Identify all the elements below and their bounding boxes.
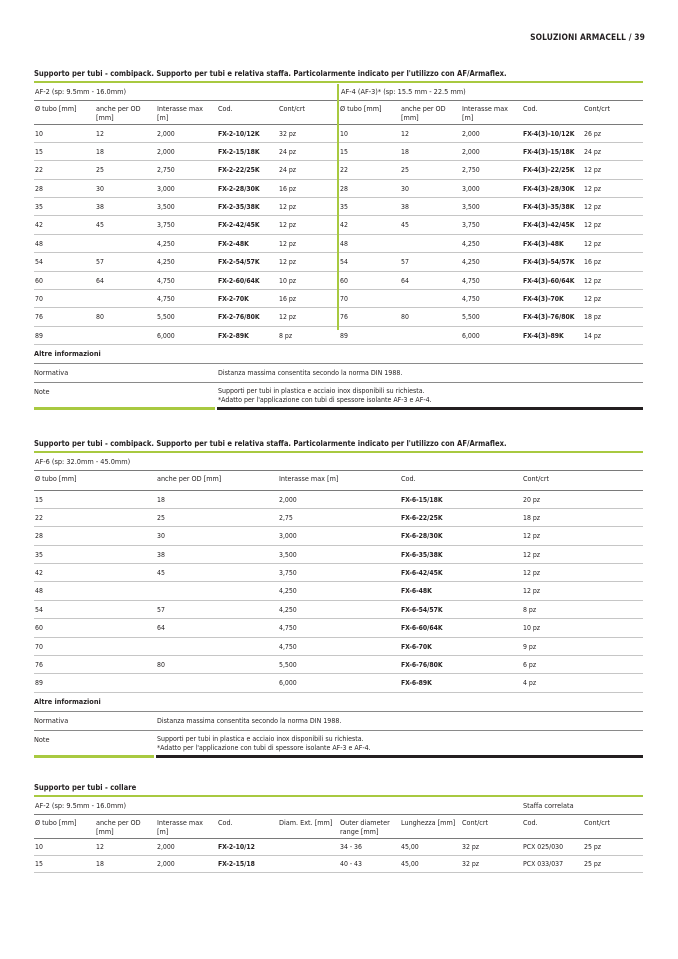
cell-cont: 24 pz (584, 147, 602, 156)
cell-interasse: 2,750 (157, 166, 175, 175)
cell-diameter: 15 (35, 495, 43, 504)
cell-code: FX-6-60/64K (401, 624, 443, 633)
cell-diameter: 54 (35, 605, 43, 614)
normativa-row (34, 363, 643, 382)
cell-code: FX-2-35/38K (218, 203, 260, 212)
cell-diameter: 54 (340, 258, 348, 267)
cell-diameter: 42 (35, 569, 43, 578)
cell-interasse: 6,000 (462, 331, 480, 340)
cell-code: FX-6-89K (401, 679, 432, 688)
cell-cont: 24 pz (279, 166, 297, 175)
note-label: Note (34, 734, 50, 744)
cell-diameter: 35 (35, 203, 43, 212)
cell-diameter: 60 (35, 276, 43, 285)
section-title: Supporto per tubi - combipack. Supporto per tubi e relativa staffa. Particolarmente indicato per l'utilizzo con AF/Armaflex. (34, 439, 507, 448)
subtitle-row (34, 83, 643, 100)
table-subtitle-staffa: Staffa correlata (523, 800, 574, 810)
header-od: anche per OD [mm] (401, 103, 446, 122)
cell-cont: 24 pz (279, 147, 297, 156)
cell-lunghezza: 32 pz (462, 859, 480, 868)
cell-diameter: 22 (35, 513, 43, 522)
cell-code: FX-2-89K (218, 331, 249, 340)
table-subtitle-af4: AF-4 (AF-3)* (sp: 15.5 mm - 22.5 mm) (341, 86, 466, 96)
note-row (34, 382, 643, 406)
cell-cont: 12 pz (584, 239, 602, 248)
cell-code: FX-4(3)-76/80K (523, 313, 575, 322)
cell-interasse: 2,75 (279, 513, 293, 522)
cell-interasse: 4,250 (462, 258, 480, 267)
normativa-label: Normativa (34, 368, 69, 378)
cell-code: FX-6-28/30K (401, 532, 443, 541)
cell-cont: 12 pz (584, 166, 602, 175)
normativa-text: Distanza massima consentita secondo la norma DIN 1988. (157, 716, 342, 725)
cell-diameter: 15 (35, 859, 43, 868)
header-diameter: Ø tubo [mm] (35, 103, 77, 113)
cell-od: 38 (157, 550, 165, 559)
header-diameter: Ø tubo [mm] (35, 817, 77, 827)
cell-cont: 12 pz (584, 203, 602, 212)
cell-interasse: 3,750 (462, 221, 480, 230)
cell-code: FX-4(3)-35/38K (523, 203, 575, 212)
cell-interasse: 2,000 (462, 129, 480, 138)
cell-diameter: 89 (35, 331, 43, 340)
subtitle-row (34, 453, 643, 470)
cell-cont: 10 pz (279, 276, 297, 285)
table-row (34, 619, 643, 637)
cell-code: FX-2-22/25K (218, 166, 260, 175)
table-row (34, 235, 643, 253)
cell-diameter: 10 (340, 129, 348, 138)
cell-od: 57 (401, 258, 409, 267)
cell-od: 64 (401, 276, 409, 285)
table-row (34, 216, 643, 234)
cell-diameter: 48 (35, 587, 43, 596)
cell-cont: 16 pz (279, 295, 297, 304)
table-row (34, 198, 643, 216)
cell-cont: 20 pz (523, 495, 541, 504)
cell-interasse: 2,750 (462, 166, 480, 175)
header-interasse: Interasse max [m] (279, 473, 339, 483)
cell-cont: 12 pz (523, 532, 541, 541)
cell-code: FX-6-70K (401, 642, 432, 651)
cell-diameter: 22 (340, 166, 348, 175)
cell-od: 38 (401, 203, 409, 212)
cell-cont: 12 pz (584, 276, 602, 285)
cell-od: 12 (96, 842, 104, 851)
cell-lunghezza: 32 pz (462, 842, 480, 851)
cell-od: 38 (96, 203, 104, 212)
cell-diameter: 76 (35, 313, 43, 322)
cell-cont: 14 pz (584, 331, 602, 340)
cell-cont: 12 pz (279, 313, 297, 322)
cell-od: 30 (401, 184, 409, 193)
cell-code: FX-6-76/80K (401, 661, 443, 670)
cell-interasse: 2,000 (157, 859, 175, 868)
header-code: Cod. (218, 103, 233, 113)
cell-cont: 32 pz (279, 129, 297, 138)
cell-code: FX-6-54/57K (401, 605, 443, 614)
header-interasse: Interasse max [m] (462, 103, 508, 122)
cell-cont: 10 pz (523, 624, 541, 633)
cell-cont: 12 pz (584, 295, 602, 304)
cell-code: FX-4(3)-42/45K (523, 221, 575, 230)
header-cont: Cont/crt (584, 103, 611, 113)
table-body (34, 125, 643, 346)
cell-diameter: 70 (35, 642, 43, 651)
cell-diameter: 15 (340, 147, 348, 156)
cell-od: 12 (401, 129, 409, 138)
cell-diameter: 89 (35, 679, 43, 688)
cell-cont: PCX 025/030 (523, 842, 564, 851)
cell-interasse: 4,750 (279, 642, 297, 651)
cell-cont: 16 pz (279, 184, 297, 193)
note-bar-accent (34, 755, 154, 758)
table-body (34, 839, 643, 873)
cell-interasse: 6,000 (157, 331, 175, 340)
cell-interasse: 4,250 (279, 587, 297, 596)
section-combipack-af2-af4 (34, 67, 643, 406)
normativa-label: Normativa (34, 715, 69, 725)
table-row (34, 308, 643, 326)
table-header (34, 471, 643, 491)
cell-od: 30 (96, 184, 104, 193)
cell-code: FX-6-22/25K (401, 513, 443, 522)
table-header (34, 101, 643, 125)
cell-od: 64 (96, 276, 104, 285)
cell-diameter: 42 (35, 221, 43, 230)
cell-code: FX-2-28/30K (218, 184, 260, 193)
cell-code: 25 pz (584, 842, 602, 851)
cell-interasse: 2,000 (462, 147, 480, 156)
cell-od-range: 45,00 (401, 842, 419, 851)
cell-cont: 12 pz (523, 569, 541, 578)
cell-interasse: 4,750 (157, 295, 175, 304)
table-row (34, 180, 643, 198)
cell-code: FX-2-48K (218, 239, 249, 248)
cell-cont: 16 pz (584, 258, 602, 267)
cell-interasse: 6,000 (279, 679, 297, 688)
header-cont: Diam. Ext. [mm] (279, 817, 333, 827)
cell-diameter: 15 (35, 147, 43, 156)
cell-cont: 12 pz (584, 221, 602, 230)
cell-cont: 12 pz (523, 550, 541, 559)
header-cont: Cod. (523, 817, 538, 827)
cell-code: FX-4(3)-22/25K (523, 166, 575, 175)
header-interasse: Interasse max [m] (157, 103, 203, 122)
cell-diameter: 28 (35, 184, 43, 193)
header-diameter: Ø tubo [mm] (340, 103, 382, 113)
table-row (34, 656, 643, 674)
cell-code: FX-2-10/12 (218, 842, 255, 851)
cell-od: 45 (96, 221, 104, 230)
cell-cont: 12 pz (279, 258, 297, 267)
section-title: Supporto per tubi - combipack. Supporto per tubi e relativa staffa. Particolarmente indicato per l'utilizzo con AF/Armaflex. (34, 69, 507, 78)
cell-interasse: 4,250 (279, 605, 297, 614)
cell-code: FX-2-76/80K (218, 313, 260, 322)
cell-od: 18 (401, 147, 409, 156)
cell-diameter: 28 (35, 532, 43, 541)
header-od: anche per OD [mm] (157, 473, 222, 483)
cell-code: FX-2-70K (218, 295, 249, 304)
cell-cont: 12 pz (584, 184, 602, 193)
cell-diameter: 76 (340, 313, 348, 322)
cell-od: 25 (96, 166, 104, 175)
note-bar-accent (34, 407, 215, 410)
note-bar (156, 755, 643, 758)
cell-diameter: 70 (35, 295, 43, 304)
table-row (34, 253, 643, 271)
table-row (34, 582, 643, 600)
cell-diameter: 35 (340, 203, 348, 212)
cell-od: 80 (157, 661, 165, 670)
cell-od: 25 (401, 166, 409, 175)
table-row (34, 564, 643, 582)
table-row (34, 272, 643, 290)
cell-cont: 12 pz (523, 587, 541, 596)
cell-interasse: 4,750 (279, 624, 297, 633)
table-row (34, 527, 643, 545)
cell-diameter: 10 (35, 842, 43, 851)
header-code: Cod. (401, 473, 416, 483)
header-diameter: Ø tubo [mm] (35, 473, 77, 483)
header-cont: Cont/crt (523, 473, 550, 483)
cell-interasse: 4,250 (157, 258, 175, 267)
cell-diameter: 48 (35, 239, 43, 248)
cell-code: FX-2-42/45K (218, 221, 260, 230)
table-row (34, 125, 643, 143)
table-row (34, 546, 643, 564)
table-row (34, 856, 643, 873)
cell-diameter: 76 (35, 661, 43, 670)
cell-cont: 6 pz (523, 661, 537, 670)
table-row (34, 327, 643, 345)
cell-cont: PCX 033/037 (523, 859, 564, 868)
table-row (34, 161, 643, 179)
header-od: anche per OD [mm] (96, 103, 141, 122)
cell-cont: 18 pz (523, 513, 541, 522)
note-bar (217, 407, 643, 410)
cell-diameter: 10 (35, 129, 43, 138)
cell-code: FX-6-15/18K (401, 495, 443, 504)
table-subtitle-af2: AF-2 (sp: 9.5mm - 16.0mm) (35, 86, 127, 96)
cell-diameter: 48 (340, 239, 348, 248)
cell-interasse: 2,000 (157, 842, 175, 851)
section-collare (34, 781, 643, 873)
cell-cont: 12 pz (279, 221, 297, 230)
cell-interasse: 2,000 (157, 129, 175, 138)
cell-code: FX-6-42/45K (401, 569, 443, 578)
table-row (34, 638, 643, 656)
cell-diameter: 54 (35, 258, 43, 267)
header-diam-ext: Outer diameter range [mm] (340, 817, 390, 836)
cell-od: 25 (157, 513, 165, 522)
cell-interasse: 3,000 (279, 532, 297, 541)
cell-code: FX-6-48K (401, 587, 432, 596)
cell-code: FX-2-60/64K (218, 276, 260, 285)
cell-od: 57 (157, 605, 165, 614)
cell-interasse: 4,750 (462, 295, 480, 304)
table-row (34, 674, 643, 692)
cell-od: 12 (96, 129, 104, 138)
cell-code: FX-2-10/12K (218, 129, 260, 138)
table-row (34, 839, 643, 856)
cell-code: FX-4(3)-15/18K (523, 147, 575, 156)
cell-code: FX-4(3)-60/64K (523, 276, 575, 285)
cell-diameter: 22 (35, 166, 43, 175)
cell-interasse: 3,500 (462, 203, 480, 212)
cell-code: FX-4(3)-48K (523, 239, 564, 248)
cell-code: FX-4(3)-54/57K (523, 258, 575, 267)
section-title: Supporto per tubi - collare (34, 783, 137, 792)
cell-cont: 12 pz (279, 239, 297, 248)
header-od-range: Lunghezza [mm] (401, 817, 456, 827)
section-combipack-af6 (34, 437, 643, 754)
cell-diameter: 70 (340, 295, 348, 304)
table-row (34, 509, 643, 527)
cell-code: FX-2-54/57K (218, 258, 260, 267)
cell-code: FX-4(3)-70K (523, 295, 564, 304)
cell-code: FX-4(3)-10/12K (523, 129, 575, 138)
cell-diameter: 42 (340, 221, 348, 230)
cell-interasse: 2,000 (157, 147, 175, 156)
header-code: Cont/crt (584, 817, 611, 827)
header-interasse: Interasse max [m] (157, 817, 203, 836)
cell-diameter: 60 (35, 624, 43, 633)
cell-cont: 8 pz (523, 605, 537, 614)
normativa-row (34, 711, 643, 730)
cell-od: 80 (96, 313, 104, 322)
cell-interasse: 3,750 (157, 221, 175, 230)
cell-od: 18 (96, 859, 104, 868)
note-text-line-2: *Adatto per l'applicazione con tubi di spessore isolante AF-3 e AF-4. (157, 743, 371, 752)
table-row (34, 143, 643, 161)
table-subtitle-af6: AF-6 (sp: 32.0mm - 45.0mm) (35, 456, 131, 466)
cell-interasse: 4,250 (462, 239, 480, 248)
table-row (34, 601, 643, 619)
note-text-line-1: Supporti per tubi in plastica e acciaio inox disponibili su richiesta. (157, 734, 364, 743)
cell-diameter: 60 (340, 276, 348, 285)
cell-interasse: 5,500 (157, 313, 175, 322)
cell-cont: 4 pz (523, 679, 537, 688)
cell-cont: 18 pz (584, 313, 602, 322)
cell-interasse: 3,500 (279, 550, 297, 559)
cell-interasse: 4,250 (157, 239, 175, 248)
note-text-line-1: Supporti per tubi in plastica e acciaio inox disponibili su richiesta. (218, 387, 425, 396)
normativa-text: Distanza massima consentita secondo la norma DIN 1988. (218, 369, 403, 378)
info-title: Altre informazioni (34, 349, 101, 359)
cell-cont: 8 pz (279, 331, 293, 340)
cell-diam-ext: 40 - 43 (340, 859, 362, 868)
header-code: Cod. (523, 103, 538, 113)
cell-code: FX-2-15/18K (218, 147, 260, 156)
cell-interasse: 2,000 (279, 495, 297, 504)
info-title: Altre informazioni (34, 696, 101, 706)
table-subtitle-af2: AF-2 (sp: 9.5mm - 16.0mm) (35, 800, 127, 810)
cell-od: 64 (157, 624, 165, 633)
cell-interasse: 3,000 (462, 184, 480, 193)
note-row (34, 730, 643, 754)
cell-od: 45 (157, 569, 165, 578)
cell-diameter: 89 (340, 331, 348, 340)
cell-od: 18 (157, 495, 165, 504)
cell-code: FX-4(3)-89K (523, 331, 564, 340)
cell-code: 25 pz (584, 859, 602, 868)
cell-code: FX-6-35/38K (401, 550, 443, 559)
cell-od: 57 (96, 258, 104, 267)
cell-cont: 9 pz (523, 642, 537, 651)
table-header (34, 815, 643, 839)
table-body (34, 491, 643, 693)
column-group-divider (337, 84, 339, 330)
page-header: SOLUZIONI ARMACELL / 39 (530, 32, 645, 42)
header-code: Cod. (218, 817, 233, 827)
cell-od: 30 (157, 532, 165, 541)
cell-interasse: 5,500 (462, 313, 480, 322)
header-cont: Cont/crt (279, 103, 306, 113)
cell-diam-ext: 34 - 36 (340, 842, 362, 851)
cell-od-range: 45,00 (401, 859, 419, 868)
cell-diameter: 35 (35, 550, 43, 559)
cell-cont: 26 pz (584, 129, 602, 138)
cell-interasse: 5,500 (279, 661, 297, 670)
cell-interasse: 3,500 (157, 203, 175, 212)
cell-od: 18 (96, 147, 104, 156)
note-label: Note (34, 387, 50, 397)
table-row (34, 290, 643, 308)
cell-interasse: 3,000 (157, 184, 175, 193)
cell-interasse: 4,750 (157, 276, 175, 285)
cell-diameter: 28 (340, 184, 348, 193)
note-text-line-2: *Adatto per l'applicazione con tubi di spessore isolante AF-3 e AF-4. (218, 396, 432, 405)
header-lunghezza: Cont/crt (462, 817, 489, 827)
subtitle-row (34, 797, 643, 814)
cell-od: 45 (401, 221, 409, 230)
cell-interasse: 4,750 (462, 276, 480, 285)
cell-code: FX-2-15/18 (218, 859, 255, 868)
table-row (34, 491, 643, 509)
cell-od: 80 (401, 313, 409, 322)
cell-interasse: 3,750 (279, 569, 297, 578)
cell-cont: 12 pz (279, 203, 297, 212)
header-od: anche per OD [mm] (96, 817, 141, 836)
cell-code: FX-4(3)-28/30K (523, 184, 575, 193)
